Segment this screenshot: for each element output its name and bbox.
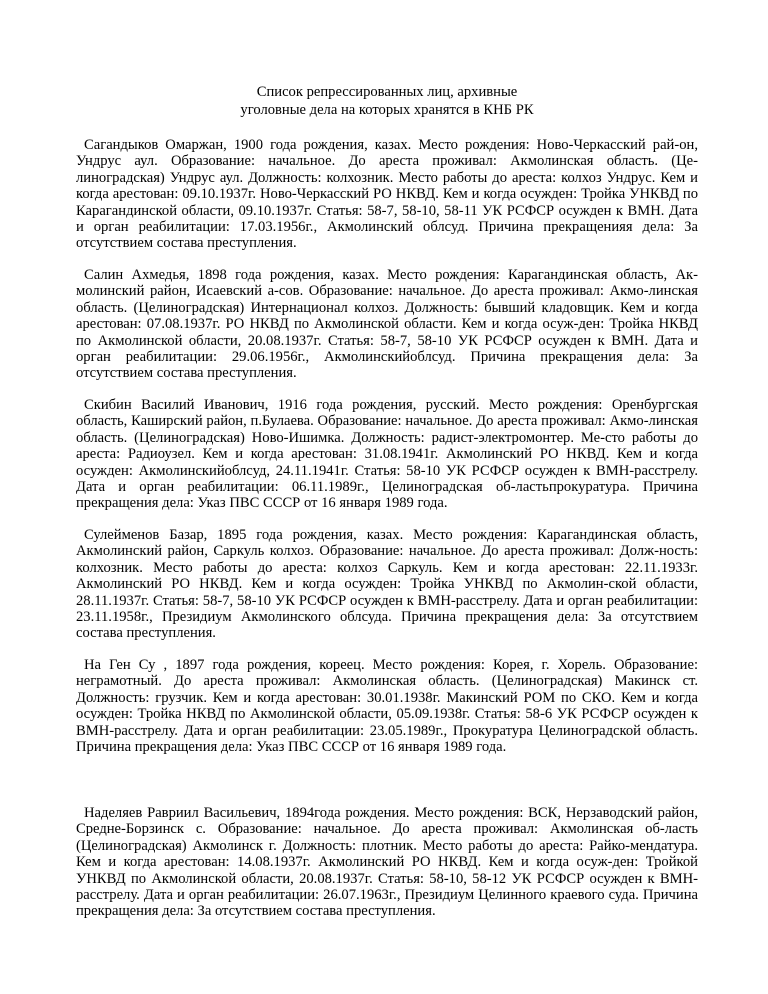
title-line-2: уголовные дела на которых хранятся в КНБ РК [240, 101, 534, 118]
entry-nadelyaev: Наделяев Равриил Васильевич, 1894года рождения. Место рождения: ВСК, Нерзаводский район, Средне-Борзинск с. Образование: начальное. До ареста проживал: Акмолинская об-ласть (Целиноградская) Акмолинск г. Должность: плотник. Место работы до ареста: Райко-мендатура. Кем и когда арестован: 14.08.1937г. Акмолинский РО НКВД. Кем и когда осуж-ден: Тройкой УНКВД по Акмолинской области, 20.08.1937г. Статья: 58-10, 58-12 УК РСФСР осужден к ВМН-расстрелу. Дата и орган реабилитации: 26.07.1963г., Президиум Целинного краевого суда. Причина прекращения дела: За отсутствием состава преступления. [76, 805, 698, 920]
entry-salin: Салин Ахмедья, 1898 года рождения, казах. Место рождения: Карагандинская область, Ак-молинский район, Исаевский а-сов. Образование: начальное. До ареста проживал: Акмо-линская область. (Целиноградская) Интернационал колхоз. Должность: бывший кладовщик. Кем и когда арестован: 07.08.1937г. РО НКВД по Акмолинской области. Кем и когда осуж-ден: Тройка НКВД по Акмолинской области, 20.08.1937г. Статья: 58-7, 58-10 УК РСФСР осужден к ВМН. Дата и орган реабилитации: 29.06.1956г., Акмолинскийоблсуд. Причина прекращения дела: За отсутствием состава преступления. [76, 267, 698, 382]
document-title [76, 84, 698, 119]
entry-skibin: Скибин Василий Иванович, 1916 года рождения, русский. Место рождения: Оренбургская область, Каширский район, п.Булаева. Образование: начальное. До ареста проживал: Акмо-линская область. (Целиноградская) Ново-Ишимка. Должность: радист-электромонтер. Ме-сто работы до ареста: Радиоузел. Кем и когда арестован: 31.08.1941г. Акмолинский РО НКВД. Кем и когда осужден: Акмолинскийоблсуд, 24.11.1941г. Статья: 58-10 УК РСФСР осужден к ВМН-расстрелу. Дата и орган реабилитации: 06.11.1989г., Целиноградская об-ластьпрокуратура. Причина прекращения дела: Указ ПВС СССР от 16 января 1989 года. [76, 397, 698, 512]
entry-sagandykov: Сагандыков Омаржан, 1900 года рождения, казах. Место рождения: Ново-Черкасский рай-он, Ундрус аул. Образование: начальное. До ареста проживал: Акмолинская область. (Це-линоградская) Ундрус аул. Должность: колхозник. Место работы до ареста: колхоз Ундрус. Кем и когда арестован: 09.10.1937г. Ново-Черкасский РО НКВД. Кем и когда осужден: Тройка УНКВД по Карагандинской области, 09.10.1937г. Статья: 58-7, 58-10, 58-11 УК РСФСР осужден к ВМН. Дата и орган реабилитации: 17.03.1956г., Акмолинский облсуд. Причина прекращенияя дела: За отсутствием состава преступления. [76, 137, 698, 252]
title-line-1: Список репрессированных лиц, архивные [256, 84, 518, 100]
entry-suleimenov: Сулейменов Базар, 1895 года рождения, казах. Место рождения: Карагандинская область, Акмолинский район, Саркуль колхоз. Образование: начальное. До ареста проживал: Долж-ность: колхозник. Место работы до ареста: колхоз Саркуль. Кем и когда арестован: 22.11.1933г. Акмолинский РО НКВД. Кем и когда осужден: Тройка УНКВД по Акмолин-ской области, 28.11.1937г. Статья: 58-7, 58-10 УК РСФСР осужден к ВМН-расстрелу. Дата и орган реабилитации: 23.11.1958г., Президиум Акмолинского облсуда. Причина прекращения дела: За отсутствием состава преступления. [76, 527, 698, 642]
entry-na-gen-su: На Ген Су , 1897 года рождения, кореец. Место рождения: Корея, г. Хорель. Образование: неграмотный. До ареста проживал: Акмолинская область. (Целиноградская) Макинск ст. Должность: грузчик. Кем и когда арестован: 30.01.1938г. Макинский РОМ по СКО. Кем и когда осужден: Тройка НКВД по Акмолинской области, 05.09.1938г. Статья: 58-6 УК РСФСР осужден к ВМН-расстрелу. Дата и орган реабилитации: 23.05.1989г., Прокуратура Целиноградской область. Причина прекращения дела: Указ ПВС СССР от 16 января 1989 года. [76, 657, 698, 756]
